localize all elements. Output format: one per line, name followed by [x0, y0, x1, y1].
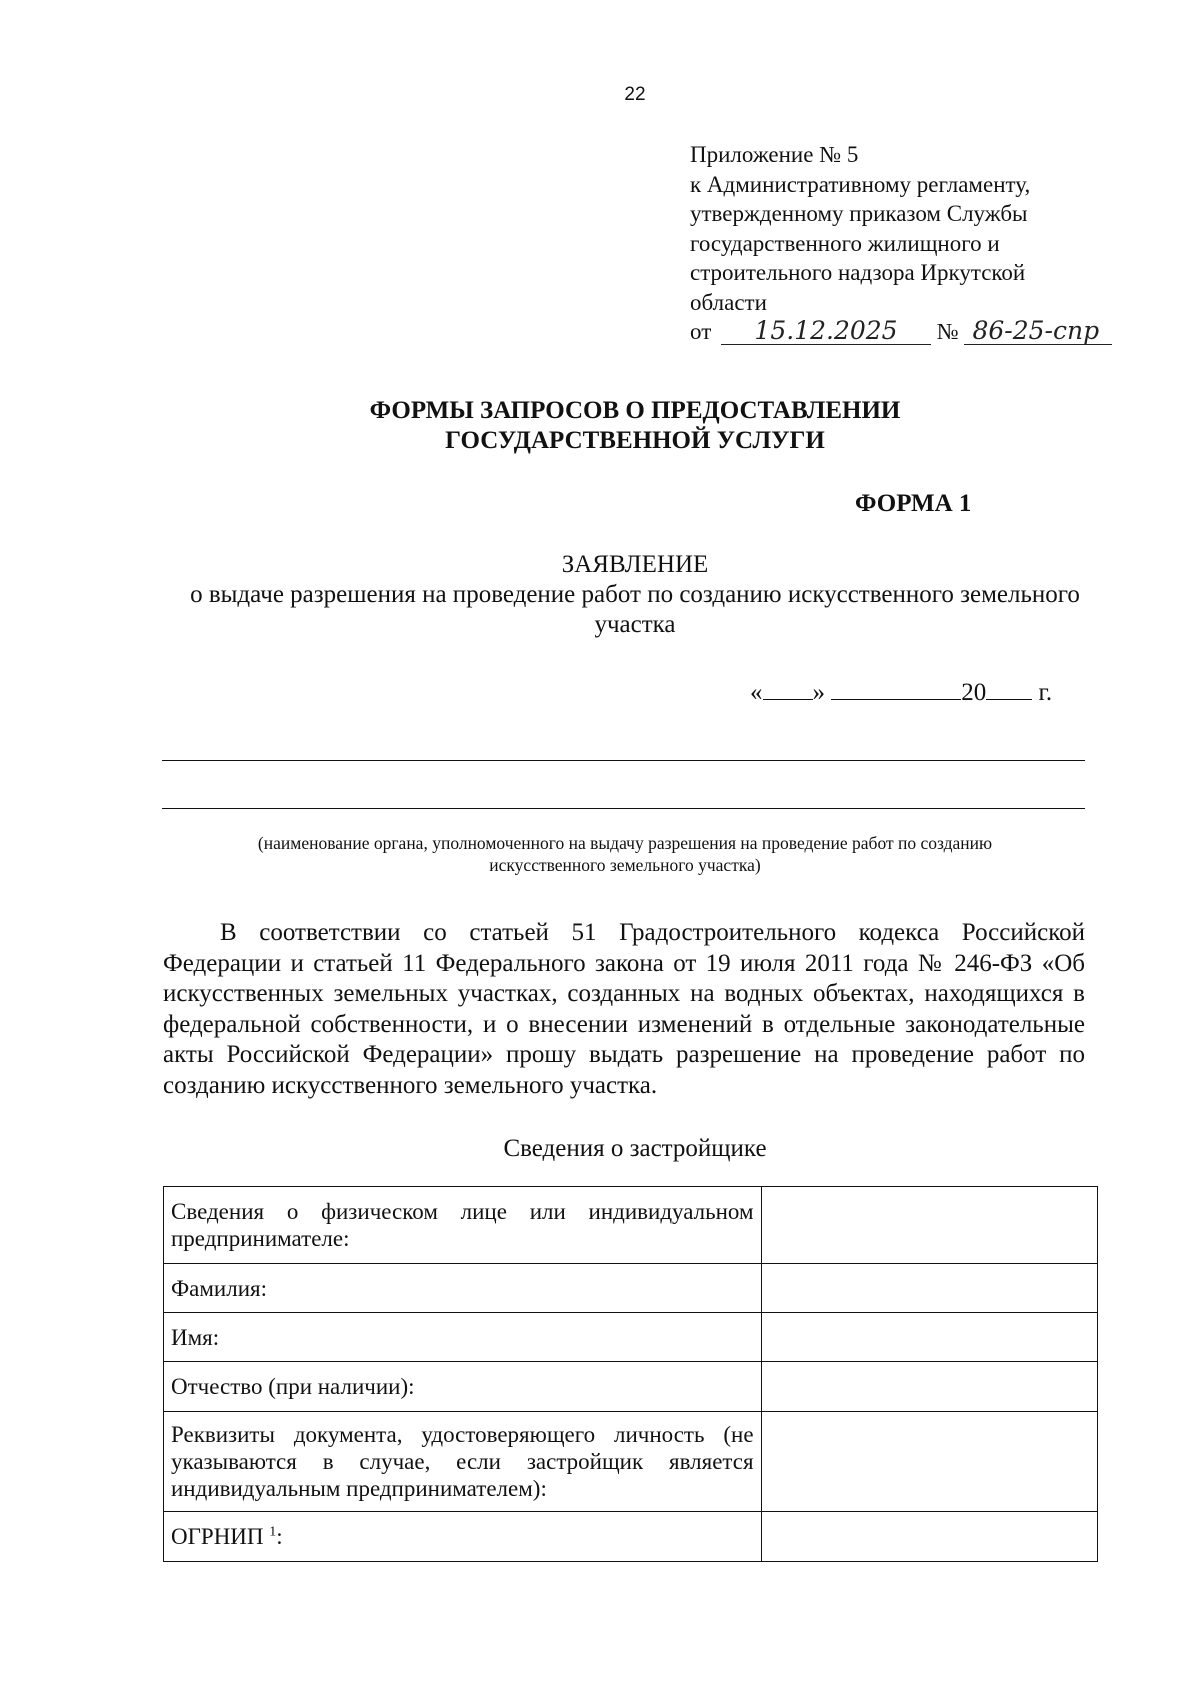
row-value-cell[interactable] — [761, 1313, 1097, 1362]
appendix-line: области — [690, 289, 767, 315]
ogrnip-text: ОГРНИП — [171, 1524, 264, 1549]
title-line-2: ГОСУДАРСТВЕННОЙ УСЛУГИ — [445, 427, 825, 454]
row-value-cell[interactable] — [761, 1412, 1097, 1512]
number-prefix: № — [936, 319, 959, 344]
date-close-quote: » — [812, 679, 825, 706]
developer-info-table — [163, 1186, 1098, 1562]
authority-caption — [150, 832, 1100, 876]
row-label: Реквизиты документа, удостоверяющего личность (не указываются в случае, если застройщик является индивидуальным предпринимателем): — [164, 1412, 762, 1512]
table-row — [164, 1313, 1098, 1362]
authority-blank-line-1[interactable] — [162, 760, 1085, 761]
day-blank[interactable] — [763, 677, 813, 700]
appendix-line: утвержденному приказом Службы — [690, 201, 1028, 226]
table-row — [164, 1362, 1098, 1412]
table-row — [164, 1512, 1098, 1562]
row-label: Фамилия: — [164, 1264, 762, 1313]
table-row — [164, 1412, 1098, 1512]
table-row — [164, 1264, 1098, 1313]
statement-subtitle-1: о выдаче разрешения на проведение работ по созданию искусственного земельного — [190, 581, 1080, 608]
order-date-number-line — [690, 317, 1112, 347]
date-prefix: от — [690, 319, 712, 344]
row-label: Сведения о физическом лице или индивидуальном предпринимателе: — [164, 1187, 762, 1264]
row-label: Отчество (при наличии): — [164, 1362, 762, 1412]
month-blank[interactable] — [831, 677, 961, 700]
row-value-cell[interactable] — [761, 1512, 1097, 1562]
handwritten-number: 86-25-спр — [964, 318, 1112, 345]
ogrnip-label — [164, 1512, 762, 1562]
statement-heading-block — [0, 550, 1200, 640]
table-row — [164, 1187, 1098, 1264]
title-line-1: ФОРМЫ ЗАПРОСОВ О ПРЕДОСТАВЛЕНИИ — [369, 397, 901, 424]
date-open-quote: « — [750, 679, 763, 706]
footnote-marker: 1 — [269, 1524, 277, 1540]
date-field — [750, 677, 1052, 707]
handwritten-date: 15.12.2025 — [721, 318, 931, 345]
caption-line-1: (наименование органа, уполномоченного на выдачу разрешения на проведение работ по созданию — [257, 833, 993, 853]
appendix-line: к Административному регламенту, — [690, 171, 1031, 197]
statement-subtitle-2: участка — [594, 611, 676, 638]
section-title: Сведения о застройщике — [503, 1135, 767, 1162]
page-number: 22 — [624, 84, 646, 105]
year-prefix: 20 — [961, 679, 987, 706]
caption-line-2: искусственного земельного участка) — [489, 855, 761, 875]
appendix-line: строительного надзора Иркутской — [690, 260, 1026, 285]
year-suffix: г. — [1038, 679, 1053, 706]
body-paragraph: В соответствии со статьей 51 Градостроительного кодекса Российской Федерации и статьей 11 Федерального закона от 19 июля 2011 года № 246-ФЗ «Об искусственных земельных участках, созданных на водных объектах, находящихся в федеральной собственности, и о внесении изменений в отдельные законодательные акты Российской Федерации» прошу выдать разрешение на проведение работ по созданию искусственного земельного участка. — [163, 919, 1085, 1099]
year-blank[interactable] — [986, 677, 1032, 700]
row-label: Имя: — [164, 1313, 762, 1362]
ogrnip-colon: : — [276, 1524, 283, 1549]
appendix-line: государственного жилищного и — [690, 230, 1000, 256]
form-label: ФОРМА 1 — [855, 490, 972, 517]
row-value-cell[interactable] — [761, 1362, 1097, 1412]
appendix-line: Приложение № 5 — [690, 142, 859, 167]
statement-heading: ЗАЯВЛЕНИЕ — [561, 551, 709, 578]
authority-blank-line-2[interactable] — [162, 808, 1085, 809]
appendix-block — [690, 140, 1112, 347]
document-title — [0, 396, 1200, 456]
row-value-cell[interactable] — [761, 1264, 1097, 1313]
row-value-cell[interactable] — [761, 1187, 1097, 1264]
